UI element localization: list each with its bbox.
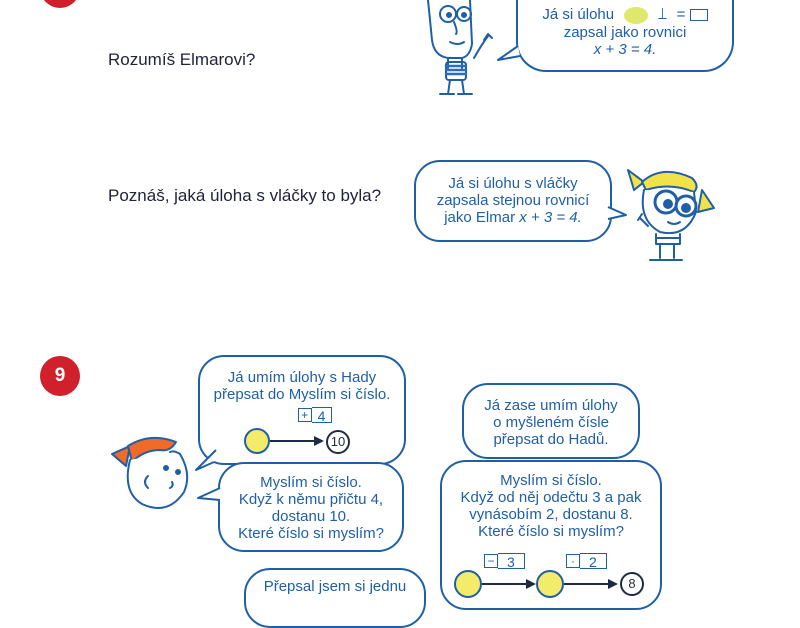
girl-figure (620, 160, 716, 264)
question-rozumis: Rozumíš Elmarovi? (108, 50, 256, 69)
result-circle: 10 (326, 430, 350, 454)
snake-head-icon (624, 7, 648, 24)
bubble-text: o myšleném čísle (493, 414, 609, 431)
elmar-figure (418, 0, 498, 96)
operand-box: 3 (498, 553, 525, 569)
bubble-text: Já si úlohu s vláčky (448, 175, 578, 192)
snake-head-circle (244, 428, 270, 454)
bubble-text: Které číslo si myslím? (478, 523, 624, 540)
speech-bubble-prepsal (244, 568, 426, 628)
operand-box: 4 (312, 407, 333, 423)
bubble-tail (496, 44, 522, 64)
equals-sign: = (676, 6, 686, 23)
badge-8-partial (40, 0, 80, 8)
operation-box-minus (484, 552, 525, 570)
bubble-text: jako Elmar (444, 209, 520, 226)
bubble-text: Myslím si číslo. (260, 474, 362, 491)
bubble-text: Já umím úlohy s Hady (227, 369, 377, 386)
bubble-text: dostanu 10. (271, 508, 351, 525)
bubble-text: zapsala stejnou rovnicí (436, 192, 590, 209)
result-circle: 8 (620, 572, 644, 596)
bubble-text: Já si úlohu (542, 6, 615, 23)
bubble-text: Když k němu přičtu 4, (238, 491, 384, 508)
boy-figure (108, 432, 198, 518)
bubble-text: Já zase umím úlohy (484, 397, 618, 414)
equation-text: x + 3 = 4. (519, 209, 582, 226)
snake-head-circle (536, 570, 564, 598)
bubble-tail (192, 448, 218, 472)
bubble-text: Když od něj odečtu 3 a pak (460, 489, 642, 506)
train-wagon-icon (690, 9, 708, 21)
speech-bubble-hadi (198, 355, 406, 465)
arrow-icon (482, 577, 538, 591)
speech-bubble-zase (462, 383, 640, 459)
bubble-text: Které číslo si myslím? (238, 525, 384, 542)
equation-text: x + 3 = 4. (593, 40, 657, 58)
arrow-icon (564, 577, 620, 591)
crossed-stick-icon: ⟘ (658, 6, 667, 23)
bubble-text: Myslím si číslo. (500, 472, 602, 489)
operator-box: − (484, 554, 498, 568)
speech-bubble-girl (414, 160, 612, 242)
exercise-number-badge: 9 (40, 356, 80, 396)
operation-box-times (566, 552, 607, 570)
operator-box: + (298, 408, 312, 422)
snake-head-circle (454, 570, 482, 598)
bubble-text: přepsat do Myslím si číslo. (213, 386, 391, 403)
bubble-text: přepsat do Hadů. (493, 431, 609, 448)
bubble-tail (196, 484, 222, 504)
bubble-text: zapsal jako rovnici (563, 23, 687, 41)
operand-box: 2 (580, 553, 607, 569)
operator-box: · (566, 554, 580, 568)
bubble-text: Přepsal jsem si jednu (263, 578, 407, 595)
arrow-icon (270, 434, 326, 448)
bubble-text: vynásobím 2, dostanu 8. (469, 506, 633, 523)
question-poznas: Poznáš, jaká úloha s vláčky to byla? (108, 186, 382, 205)
speech-bubble-myslim (218, 462, 404, 552)
speech-bubble-elmar (516, 0, 734, 72)
